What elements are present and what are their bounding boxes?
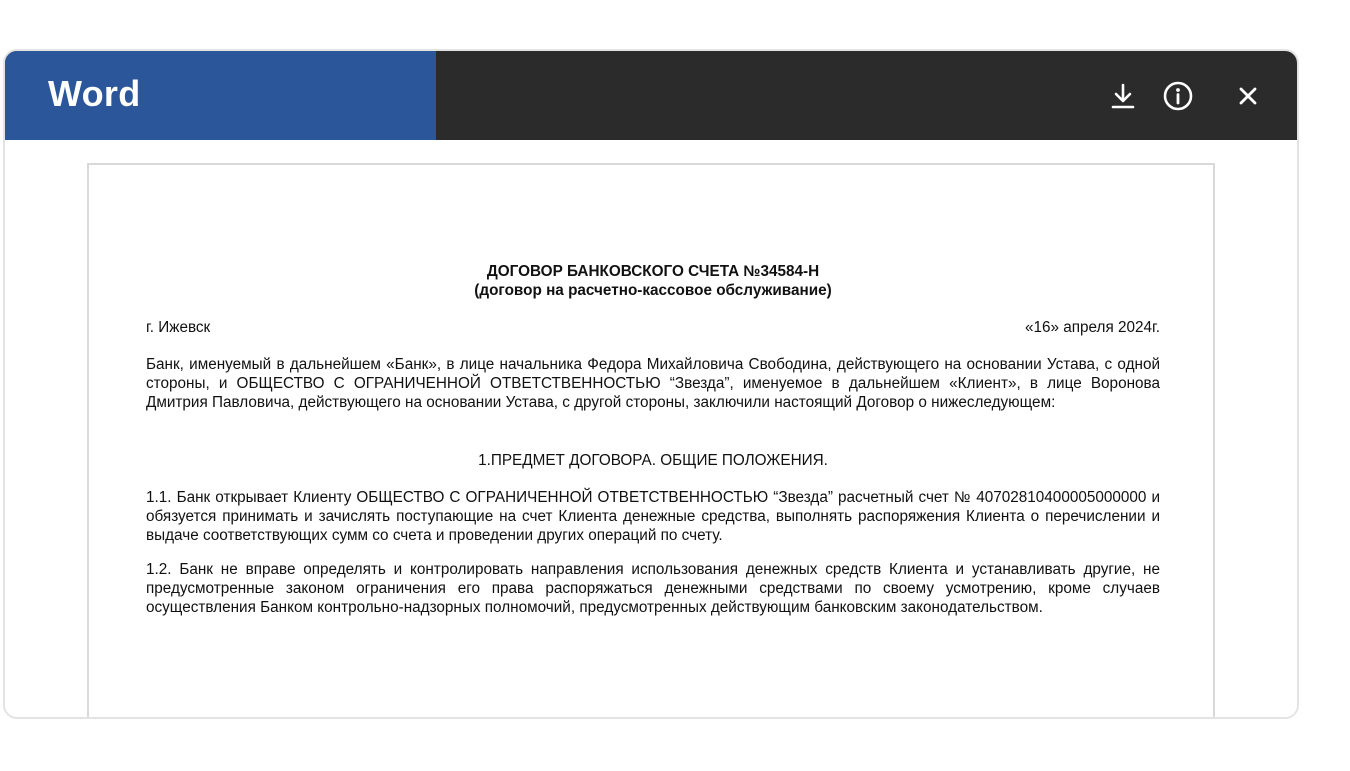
app-name: Word xyxy=(48,73,141,114)
title-bar xyxy=(5,51,1297,140)
document-scroll-area[interactable] xyxy=(5,140,1297,719)
document-subtitle: (договор на расчетно-кассовое обслуживание) xyxy=(474,282,832,299)
close-icon xyxy=(1237,85,1259,107)
clause-1-1: 1.1. Банк открывает Клиенту ОБЩЕСТВО С ОГРАНИЧЕННОЙ ОТВЕТСТВЕННОСТЬЮ “Звезда” расчетный счет № 40702810400005000000 и обязуется принимать и зачислять поступающие на счет Клиента денежные средства, выполнять распоряжения Клиента о перечислении и выдаче соответствующих сумм со счета и проведении других операций по счету. xyxy=(146,489,1160,544)
section-heading: 1.ПРЕДМЕТ ДОГОВОРА. ОБЩИЕ ПОЛОЖЕНИЯ. xyxy=(478,452,828,469)
place-date-row xyxy=(146,318,1160,337)
document-viewer-window xyxy=(3,49,1299,719)
page-content xyxy=(146,262,1160,617)
info-icon xyxy=(1162,80,1194,112)
document-page xyxy=(87,163,1215,719)
download-icon xyxy=(1110,81,1136,111)
download-button[interactable] xyxy=(1105,78,1141,114)
intro-paragraph: Банк, именуемый в дальнейшем «Банк», в лице начальника Федора Михайловича Свободина, действующего на основании Устава, с одной стороны, и ОБЩЕСТВО С ОГРАНИЧЕННОЙ ОТВЕТСТВЕННОСТЬЮ “Звезда”, именуемое в дальнейшем «Клиент», в лице Воронова Дмитрия Павловича, действующего на основании Устава, с другой стороны, заключили настоящий Договор о нижеследующем: xyxy=(146,356,1160,411)
clause-1-2: 1.2. Банк не вправе определять и контролировать направления использования денежных средств Клиента и устанавливать другие, не предусмотренные законом ограничения его права распоряжаться денежными средствами по своему усмотрению, кроме случаев осуществления Банком контрольно-надзорных полномочий, предусмотренных действующим банковским законодательством. xyxy=(146,561,1160,616)
contract-date: «16» апреля 2024г. xyxy=(1024,319,1160,336)
info-button[interactable] xyxy=(1160,78,1196,114)
close-button[interactable] xyxy=(1230,78,1266,114)
contract-place: г. Ижевск xyxy=(146,319,211,336)
document-title: ДОГОВОР БАНКОВСКОГО СЧЕТА №34584-Н xyxy=(486,263,820,280)
app-badge xyxy=(5,51,436,140)
